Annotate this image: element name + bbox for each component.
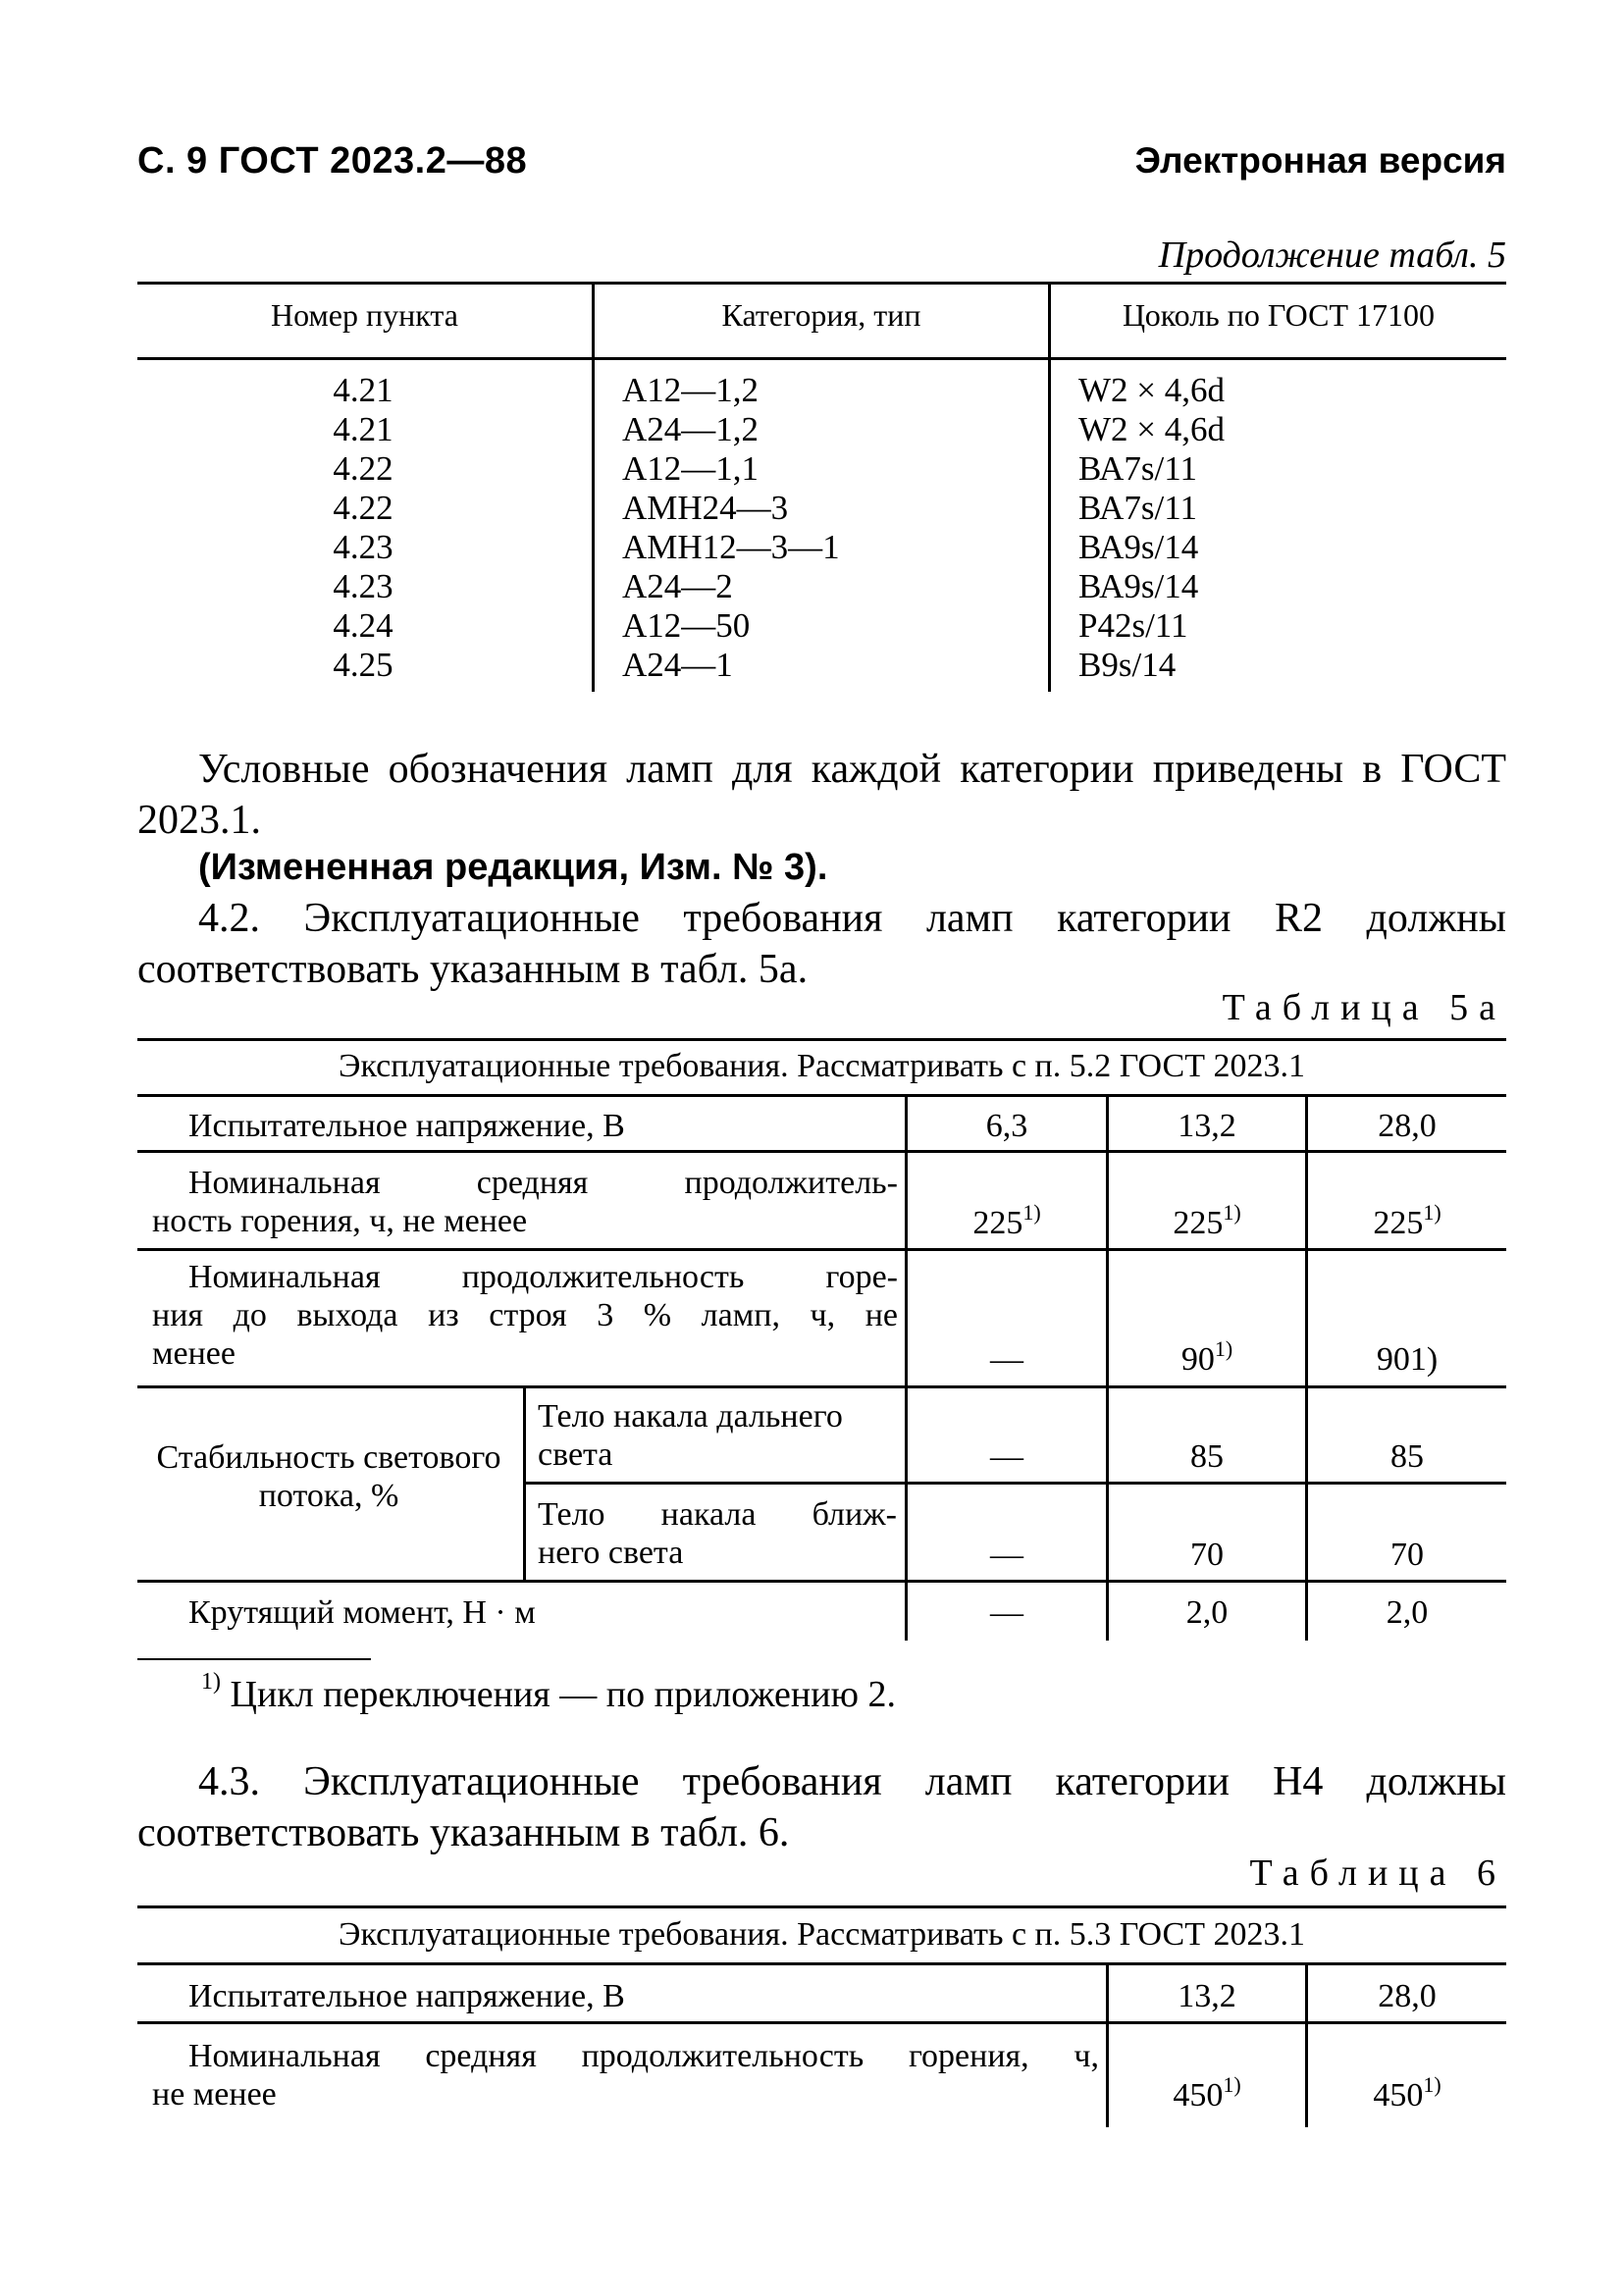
table5a-title: Таблица 5а xyxy=(1222,987,1506,1028)
table6-caption: Эксплуатационные требования. Рассматривать с п. 5.3 ГОСТ 2023.1 xyxy=(339,1916,1305,1953)
table-cell: 70 xyxy=(1190,1537,1224,1573)
table-cell: W2 × 4,6d xyxy=(1078,410,1226,448)
table5a-divider xyxy=(523,1385,526,1580)
table-cell: А24—1 xyxy=(622,646,733,684)
footnote-mark: 1) xyxy=(1022,1200,1041,1225)
table-cell xyxy=(1308,2072,1506,2114)
footnote-mark: 1) xyxy=(1223,2072,1241,2097)
table6-rule xyxy=(137,1962,1506,1965)
table-cell: — xyxy=(990,1594,1023,1631)
table-cell: В9s/14 xyxy=(1078,646,1177,684)
table-cell: 6,3 xyxy=(985,1108,1028,1144)
table5a-stability-near-label: Тело накала ближ- xyxy=(538,1496,897,1533)
table-cell: АМН24—3 xyxy=(622,489,789,527)
table-cell: 4.21 xyxy=(333,371,393,409)
paragraph-4-3: 4.3. Эксплуатационные требования ламп категории Н4 должны соответствовать указанным в табл. 6. xyxy=(137,1759,1506,1855)
table-cell: 4.24 xyxy=(333,606,393,645)
table5-col-base xyxy=(1078,371,1225,685)
footnote-mark: 1) xyxy=(1423,1200,1441,1225)
table5-continuation: Продолжение табл. 5 xyxy=(1158,235,1506,276)
table-cell: — xyxy=(990,1537,1023,1573)
table5a-life-label: Номинальная средняя продолжитель- xyxy=(188,1165,898,1201)
table6-rule xyxy=(137,2021,1506,2024)
table5a-rule xyxy=(137,1385,1506,1388)
table5a-rule xyxy=(137,1150,1506,1153)
table5a-life-label-cont: ность горения, ч, не менее xyxy=(152,1203,528,1239)
table-cell: ВА9s/14 xyxy=(1078,528,1199,566)
value: 225 xyxy=(972,1205,1023,1241)
table5-divider-1 xyxy=(592,282,595,692)
table-cell xyxy=(908,1200,1106,1242)
amendment-note: (Измененная редакция, Изм. № 3). xyxy=(198,847,828,888)
table6-life-label: Номинальная средняя продолжительность горения, ч, xyxy=(188,2038,1099,2074)
value: 225 xyxy=(1373,1205,1424,1241)
table-cell: 4.25 xyxy=(333,646,393,684)
table5a-life3-label-cont: ния до выхода из строя 3 % ламп, ч, не xyxy=(152,1297,898,1333)
table-cell: — xyxy=(990,1341,1023,1378)
table5a-stability-label: Стабильность светового потока, % xyxy=(156,1439,501,1514)
table5a-rule xyxy=(137,1094,1506,1097)
table-cell: 4.22 xyxy=(333,489,393,527)
table-cell: АМН12—3—1 xyxy=(622,528,840,566)
table-cell: W2 × 4,6d xyxy=(1078,371,1226,409)
value: 225 xyxy=(1173,1205,1224,1241)
footnote-mark: 1) xyxy=(201,1669,221,1695)
paragraph-4-2: 4.2. Эксплуатационные требования ламп категории R2 должны соответствовать указанным в табл. 5а. xyxy=(137,896,1506,992)
table5-col-category xyxy=(622,371,840,685)
table5a-life3-label-cont: менее xyxy=(152,1335,236,1372)
table-cell: 2,0 xyxy=(1185,1594,1229,1631)
footnote-rule xyxy=(137,1658,371,1660)
table5a-top-rule xyxy=(137,1038,1506,1041)
table5-col-item xyxy=(294,371,432,685)
table-cell: 85 xyxy=(1390,1438,1424,1475)
table-cell: А24—2 xyxy=(622,567,733,605)
table5-top-rule xyxy=(137,282,1506,285)
table-cell: А12—1,2 xyxy=(622,371,760,409)
table5a-stability-near-label-cont: него света xyxy=(538,1535,684,1571)
table-cell: 13,2 xyxy=(1178,1108,1236,1144)
table5-divider-2 xyxy=(1048,282,1051,692)
table5a-life3-label: Номинальная продолжительность горе- xyxy=(188,1259,898,1295)
table-cell: 28,0 xyxy=(1378,1108,1437,1144)
footnote xyxy=(201,1669,896,1716)
table5a-torque-label: Крутящий момент, Н · м xyxy=(188,1594,536,1631)
table5-col-header-category: Категория, тип xyxy=(721,297,921,333)
table5-col-header-item: Номер пункта xyxy=(271,297,458,333)
table-cell: 4.22 xyxy=(333,449,393,488)
table-cell: А24—1,2 xyxy=(622,410,760,448)
table-cell: ВА7s/11 xyxy=(1078,489,1197,527)
table5a-rule xyxy=(523,1482,1506,1485)
footnote-mark: 1) xyxy=(1223,1200,1241,1225)
table-cell xyxy=(1109,2072,1305,2114)
table5a-rule xyxy=(137,1580,1506,1583)
paragraph-lamp-designations: Условные обозначения ламп для каждой категории приведены в ГОСТ 2023.1. xyxy=(137,747,1506,843)
table-cell: 70 xyxy=(1390,1537,1424,1573)
table-cell: 28,0 xyxy=(1378,1978,1437,2014)
table6-life-label-cont: не менее xyxy=(152,2076,277,2113)
page-header-right: Электронная версия xyxy=(1134,140,1506,181)
table5a-rule xyxy=(137,1248,1506,1251)
table-cell: 2,0 xyxy=(1386,1594,1429,1631)
table5-header-rule xyxy=(137,357,1506,360)
table-cell: Р42s/11 xyxy=(1078,606,1188,645)
value: 450 xyxy=(1373,2077,1424,2113)
table6-title: Таблица 6 xyxy=(1249,1852,1506,1894)
table-cell: 4.23 xyxy=(333,567,393,605)
table-cell: 901) xyxy=(1376,1341,1439,1378)
table-cell: 85 xyxy=(1190,1438,1224,1475)
table-cell: А12—50 xyxy=(622,606,751,645)
table-cell: ВА7s/11 xyxy=(1078,449,1197,488)
table5-col-header-base: Цоколь по ГОСТ 17100 xyxy=(1123,297,1435,333)
value: 90 xyxy=(1180,1341,1215,1378)
footnote-mark: 1) xyxy=(1214,1336,1233,1361)
table5a-voltage-label: Испытательное напряжение, В xyxy=(188,1108,625,1144)
table5a-stability-far-label: Тело накала дальнего света xyxy=(538,1398,843,1473)
table-cell: 13,2 xyxy=(1178,1978,1236,2014)
table-cell: — xyxy=(990,1438,1023,1475)
table5a-caption: Эксплуатационные требования. Рассматривать с п. 5.2 ГОСТ 2023.1 xyxy=(339,1048,1305,1084)
footnote-text: Цикл переключения — по приложению 2. xyxy=(230,1674,896,1715)
table-cell xyxy=(1109,1336,1305,1379)
table-cell: А12—1,1 xyxy=(622,449,760,488)
page-header-left: С. 9 ГОСТ 2023.2—88 xyxy=(137,140,528,182)
table6-voltage-label: Испытательное напряжение, В xyxy=(188,1978,625,2014)
table-cell: ВА9s/14 xyxy=(1078,567,1199,605)
value: 450 xyxy=(1173,2077,1224,2113)
table-cell xyxy=(1109,1200,1305,1242)
footnote-mark: 1) xyxy=(1423,2072,1441,2097)
table-cell: 4.21 xyxy=(333,410,393,448)
table6-top-rule xyxy=(137,1905,1506,1908)
table-cell: 4.23 xyxy=(333,528,393,566)
table-cell xyxy=(1308,1200,1506,1242)
